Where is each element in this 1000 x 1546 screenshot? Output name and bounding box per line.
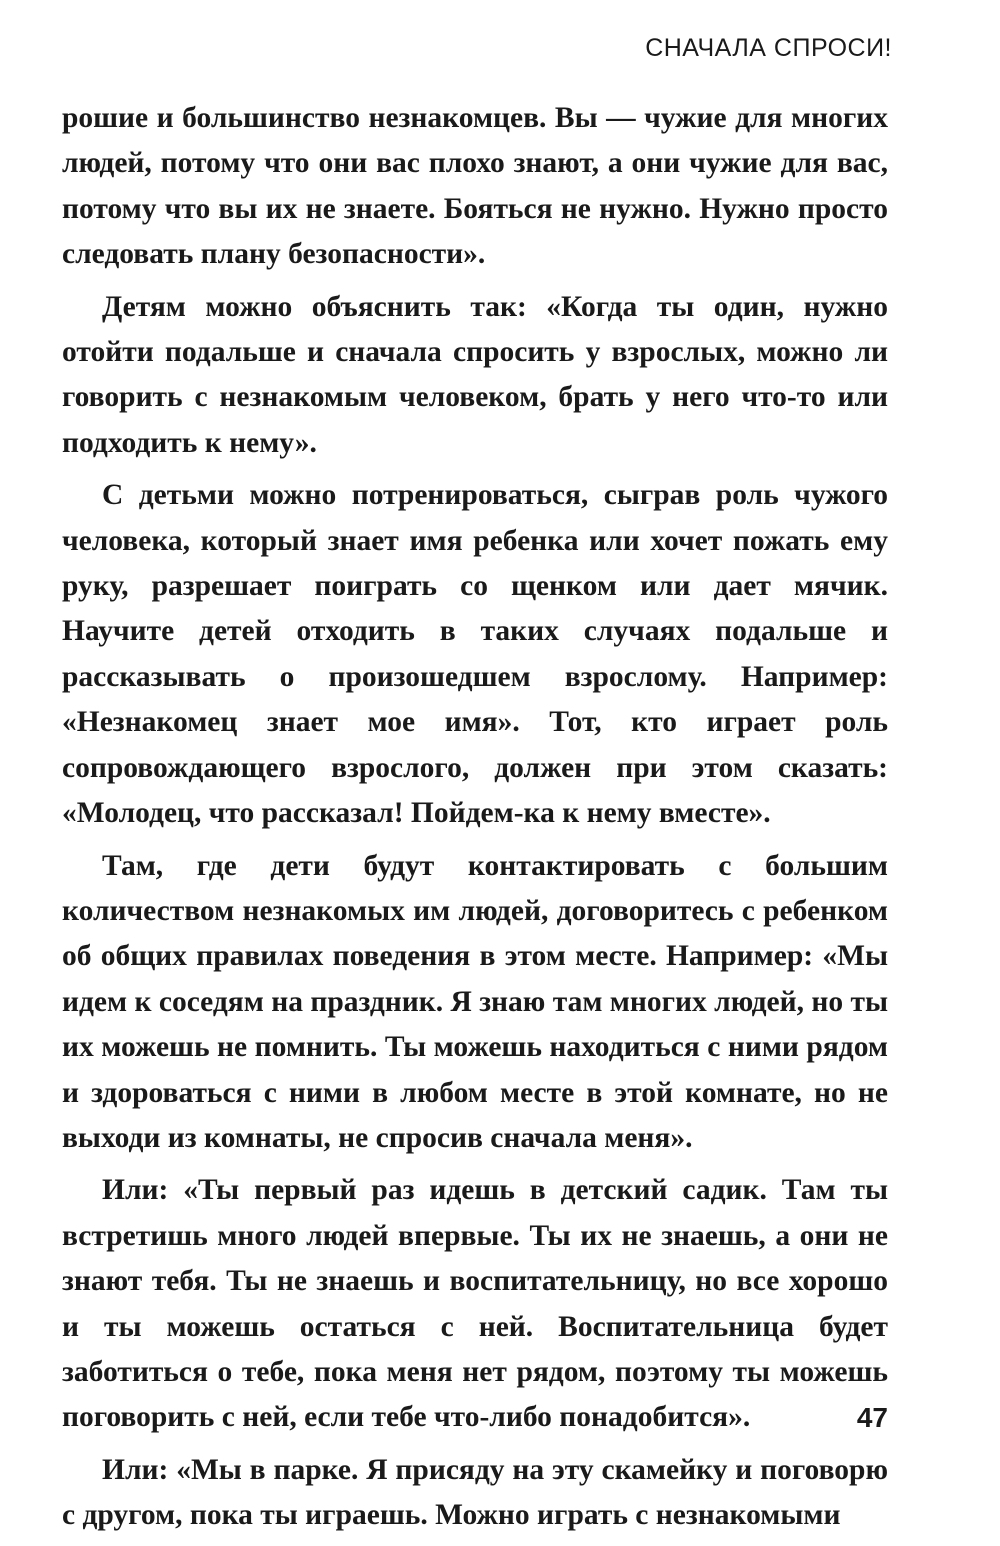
paragraph: С детьми можно потренироваться, сыграв роль чужого человека, который знает имя ребенка или хочет пожать ему руку, разрешает поиграть со щенком или дает мячик. Научите детей отходить в таких случаях подальше и рассказывать о произошедшем взрослому. Например: «Незнакомец знает мое имя». Тот, кто играет роль сопровождающего взрослого, должен при этом сказать: «Молодец, что рассказал! Пойдем-ка к нему вместе». — [62, 479, 888, 830]
paragraph: Там, где дети будут контактировать с большим количеством незнакомых им людей, договоритесь с ребенком об общих правилах поведения в этом месте. Например: «Мы идем к соседям на праздник. Я знаю там многих людей, но ты их можешь не помнить. Ты можешь находиться с ними рядом и здороваться с ними в любом месте в этой комнате, но не выходи из комнаты, не спросив сначала меня». — [62, 849, 888, 1154]
page-number: 47 — [856, 1402, 888, 1433]
running-header: СНАЧАЛА СПРОСИ! — [645, 34, 892, 62]
paragraph: Или: «Ты первый раз идешь в детский садик. Там ты встретишь много людей впервые. Ты их не знаешь, а они не знают тебя. Ты не знаешь и воспитательницу, но все хорошо и ты можешь остаться с ней. Воспитательница будет заботиться о тебе, пока меня нет рядом, поэтому ты можешь поговорить с ней, если тебе что-либо понадобится». — [62, 1174, 888, 1434]
paragraph-continued: рошие и большинство незнакомцев. Вы — чужие для многих людей, потому что они вас плохо знают, а они чужие для вас, потому что вы их не знаете. Бояться не нужно. Нужно просто следовать плану безопасности». — [62, 102, 888, 271]
body-text — [62, 96, 888, 1546]
paragraph: Или: «Мы в парке. Я присяду на эту скамейку и поговорю с другом, пока ты играешь. Можно играть с незнакомыми — [62, 1453, 888, 1532]
paragraph: Детям можно объяснить так: «Когда ты один, нужно отойти подальше и сначала спросить у взрослых, можно ли говорить с незнакомым человеком, брать у него что-то или подходить к нему». — [62, 290, 888, 459]
